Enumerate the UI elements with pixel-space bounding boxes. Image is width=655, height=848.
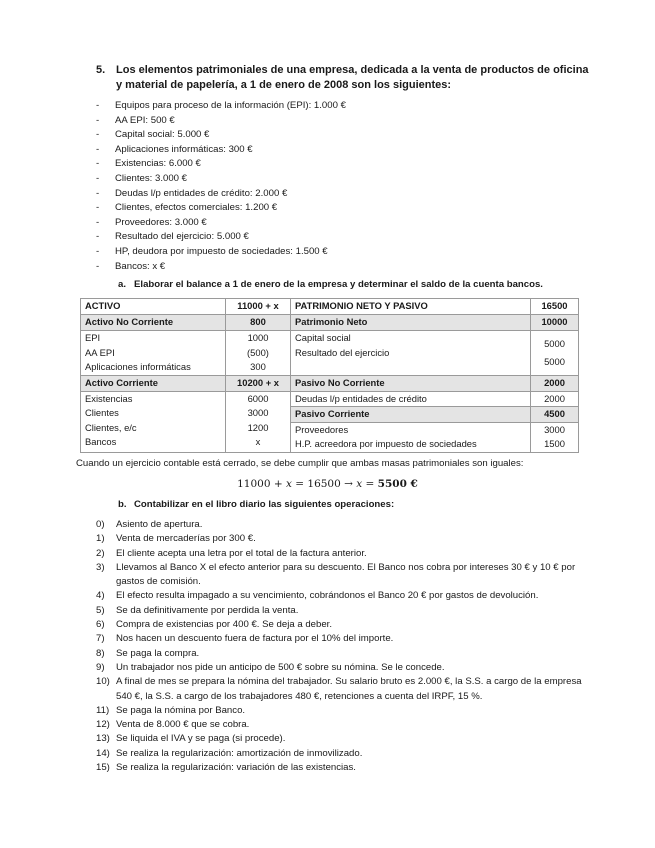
- balance-note: Cuando un ejercicio contable está cerrado, se debe cumplir que ambas masas patrimoniales son iguales:: [76, 458, 524, 469]
- list-item: [96, 547, 596, 561]
- list-item: [96, 761, 596, 775]
- table-section-row: [81, 315, 579, 331]
- question-number: 5.: [96, 64, 106, 76]
- operation-number: 1): [96, 533, 105, 545]
- operation-text: Se da definitivamente por perdida la venta.: [116, 604, 299, 616]
- pn-value: 5000: [544, 355, 565, 367]
- list-item: - Proveedores: 3.000 €: [96, 216, 556, 231]
- list-item: [96, 532, 596, 546]
- operation-number: 9): [96, 661, 105, 673]
- list-item: - Equipos para proceso de la información (EPI): 1.000 €: [96, 99, 556, 114]
- anc-values: [226, 331, 291, 376]
- operation-number: 12): [96, 719, 110, 731]
- list-item: [96, 618, 596, 632]
- ac-value: 6000: [247, 392, 269, 404]
- pn-item: Capital social: [295, 332, 351, 343]
- ac-item: Bancos: [85, 436, 117, 447]
- ac-item: Clientes, e/c: [85, 421, 137, 433]
- pasivo-total: 16500: [531, 299, 579, 315]
- pnc-value: 2000: [531, 391, 579, 407]
- operation-number: 14): [96, 747, 110, 759]
- ac-values: [226, 391, 291, 452]
- equation-lhs: 11000 + 𝑥 = 16500 → 𝑥 =: [237, 478, 378, 490]
- list-item: [96, 704, 596, 718]
- table-row: [81, 331, 579, 376]
- ac-total: 10200 + x: [226, 375, 291, 391]
- pnc-label: Pasivo No Corriente: [291, 375, 531, 391]
- list-item: [96, 518, 596, 532]
- pn-label: Patrimonio Neto: [291, 315, 531, 331]
- activo-total: 11000 + x: [226, 299, 291, 315]
- pc-item: Proveedores: [295, 423, 349, 435]
- operation-text: Un trabajador nos pide un anticipo de 500 € sobre su nómina. Se le concede.: [116, 661, 445, 673]
- list-item: - Clientes: 3.000 €: [96, 172, 556, 187]
- ac-items: [81, 391, 226, 452]
- list-item: - Capital social: 5.000 €: [96, 128, 556, 143]
- operation-text: Venta de 8.000 € que se cobra.: [116, 719, 250, 731]
- table-header-row: [81, 299, 579, 315]
- operation-text: Se liquida el IVA y se paga (si procede).: [116, 733, 286, 745]
- ac-item: Clientes: [85, 407, 119, 418]
- operation-number: 13): [96, 733, 110, 745]
- question-text: Los elementos patrimoniales de una empresa, dedicada a la venta de productos de oficina y material de papelería, a 1 de enero de 2008 son los siguientes:: [116, 64, 589, 91]
- elements-list: [96, 99, 556, 274]
- operation-text: Se realiza la regularización: variación de las existencias.: [116, 762, 356, 774]
- operation-number: 6): [96, 619, 105, 631]
- balance-equation: [0, 478, 655, 490]
- anc-value: (500): [247, 346, 269, 358]
- list-item: [96, 589, 596, 603]
- operation-text: Llevamos al Banco X el efecto anterior para su descuento. El Banco nos cobra por intereses 30 € y 10 € por gastos de comisión.: [116, 561, 576, 588]
- list-item: [96, 561, 596, 590]
- list-item: [96, 675, 596, 704]
- list-item: - Clientes, efectos comerciales: 1.200 €: [96, 201, 556, 216]
- balance-table: [80, 298, 579, 453]
- pn-items: [291, 331, 531, 376]
- operation-number: 10): [96, 676, 110, 688]
- anc-items: [81, 331, 226, 376]
- anc-item: Aplicaciones informáticas: [85, 361, 191, 372]
- part-a-heading: [118, 279, 543, 290]
- list-item: - Bancos: x €: [96, 260, 556, 275]
- pn-item: Resultado del ejercicio: [295, 346, 390, 358]
- anc-item: EPI: [85, 332, 101, 343]
- part-b-heading: [118, 499, 394, 510]
- operation-number: 3): [96, 561, 105, 573]
- operations-list: [96, 518, 596, 775]
- operation-number: 5): [96, 604, 105, 616]
- ac-value: 1200: [247, 421, 269, 433]
- list-item: - HP, deudora por impuesto de sociedades: 1.500 €: [96, 245, 556, 260]
- operation-text: Compra de existencias por 400 €. Se deja a deber.: [116, 619, 332, 631]
- operation-text: Se paga la nómina por Banco.: [116, 704, 246, 716]
- ac-label: Activo Corriente: [81, 375, 226, 391]
- pc-values: [531, 422, 579, 452]
- pc-total: 4500: [531, 407, 579, 423]
- operation-text: A final de mes se prepara la nómina del trabajador. Su salario bruto es 2.000 €, la S.S. a cargo de la empresa 540 €, la S.S. a cargo de los trabajadores 480 €, retenciones a cuenta del IRPF, 15 %.: [116, 676, 582, 702]
- pc-items: [291, 422, 531, 452]
- table-row: [81, 391, 579, 407]
- pc-value: 3000: [544, 423, 565, 435]
- anc-value: 300: [250, 361, 266, 372]
- pnc-item: Deudas l/p entidades de crédito: [291, 391, 531, 407]
- pn-values: [531, 331, 579, 376]
- part-a-text: Elaborar el balance a 1 de enero de la empresa y determinar el saldo de la cuenta bancos.: [134, 279, 543, 290]
- list-item: [96, 718, 596, 732]
- list-item: - Existencias: 6.000 €: [96, 157, 556, 172]
- ac-value: 3000: [247, 407, 269, 418]
- pn-value: 5000: [544, 337, 565, 349]
- operation-number: 0): [96, 519, 105, 530]
- operation-number: 7): [96, 633, 105, 645]
- pc-item: H.P. acreedora por impuesto de sociedades: [295, 438, 477, 449]
- part-b-text: Contabilizar en el libro diario las siguientes operaciones:: [134, 499, 395, 510]
- operation-text: El cliente acepta una letra por el total de la factura anterior.: [116, 547, 367, 559]
- operation-text: El efecto resulta impagado a su vencimiento, cobrándonos el Banco 20 € por gastos de devolución.: [116, 590, 539, 602]
- ac-value: x: [255, 436, 261, 447]
- pc-label: Pasivo Corriente: [291, 407, 531, 423]
- part-a-letter: a.: [118, 279, 127, 290]
- list-item: [96, 604, 596, 618]
- operation-number: 11): [96, 704, 110, 716]
- pasivo-label: PATRIMONIO NETO Y PASIVO: [291, 299, 531, 315]
- operation-text: Venta de mercaderías por 300 €.: [116, 533, 256, 545]
- anc-item: AA EPI: [85, 346, 115, 358]
- anc-total: 800: [226, 315, 291, 331]
- operation-text: Se realiza la regularización: amortización de inmovilizado.: [116, 747, 363, 759]
- operation-text: Asiento de apertura.: [116, 519, 203, 530]
- activo-label: ACTIVO: [81, 299, 226, 315]
- anc-label: Activo No Corriente: [81, 315, 226, 331]
- list-item: - AA EPI: 500 €: [96, 114, 556, 129]
- operation-text: Nos hacen un descuento fuera de factura por el 10% del importe.: [116, 633, 394, 645]
- operation-number: 8): [96, 647, 105, 659]
- list-item: [96, 661, 596, 675]
- pnc-total: 2000: [531, 375, 579, 391]
- operation-number: 15): [96, 762, 110, 774]
- list-item: [96, 732, 596, 746]
- question-title: [96, 63, 596, 93]
- operation-number: 4): [96, 590, 105, 602]
- list-item: [96, 647, 596, 661]
- list-item: - Resultado del ejercicio: 5.000 €: [96, 230, 556, 245]
- part-b-letter: b.: [118, 499, 127, 510]
- anc-value: 1000: [247, 332, 269, 343]
- list-item: - Aplicaciones informáticas: 300 €: [96, 143, 556, 158]
- pn-total: 10000: [531, 315, 579, 331]
- table-section-row: [81, 375, 579, 391]
- operation-text: Se paga la compra.: [116, 647, 200, 659]
- list-item: [96, 747, 596, 761]
- list-item: - Deudas l/p entidades de crédito: 2.000 €: [96, 187, 556, 202]
- ac-item: Existencias: [85, 392, 133, 404]
- list-item: [96, 632, 596, 646]
- pc-value: 1500: [544, 438, 565, 449]
- operation-number: 2): [96, 547, 105, 559]
- equation-result: 5500 €: [377, 478, 418, 490]
